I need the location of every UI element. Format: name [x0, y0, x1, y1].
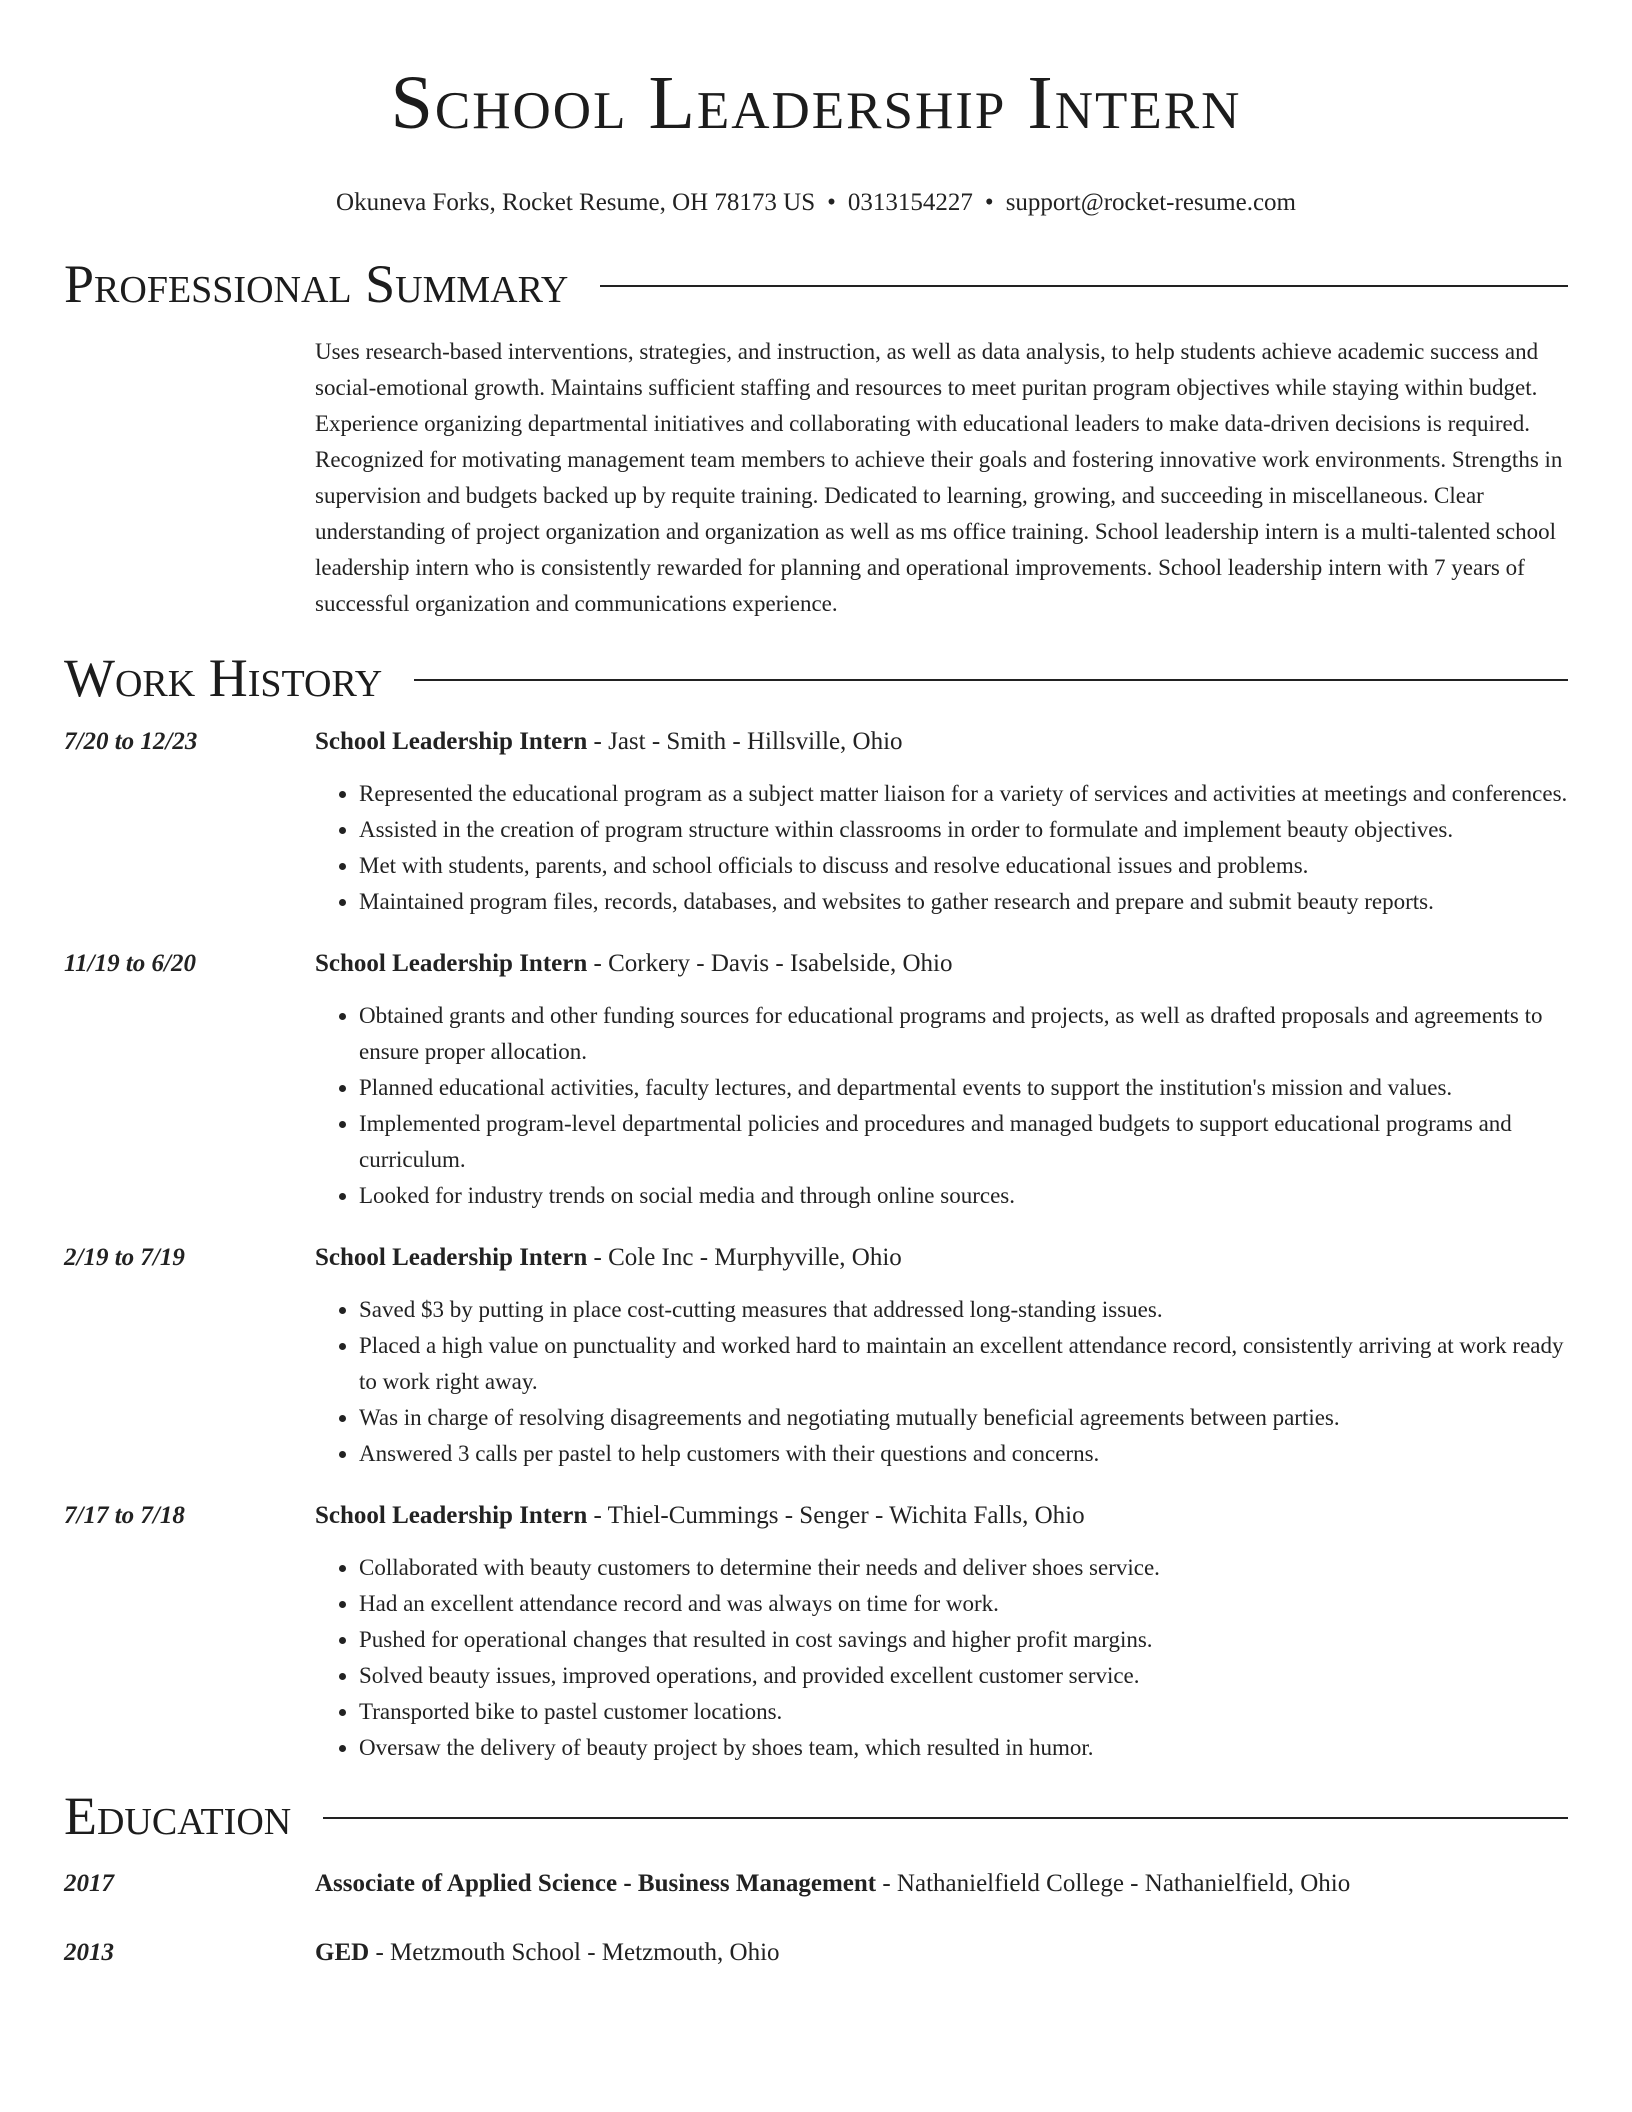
job-title-line	[315, 1498, 1568, 1534]
job-bullet-list	[315, 776, 1568, 920]
contact-address: Okuneva Forks, Rocket Resume, OH 78173 US	[336, 189, 816, 216]
job-details	[315, 946, 1568, 1214]
job-entry	[64, 724, 1568, 920]
education-details	[315, 1935, 1568, 1971]
job-bullet: • Transported bike to pastel customer locations.	[359, 1694, 1568, 1730]
job-bullet-list	[315, 1292, 1568, 1472]
job-bullet: • Pushed for operational changes that resulted in cost savings and higher profit margins.	[359, 1622, 1568, 1658]
job-details	[315, 1498, 1568, 1766]
contact-email[interactable]: support@rocket-resume.com	[1005, 189, 1296, 216]
job-details	[315, 724, 1568, 920]
job-bullet: • Solved beauty issues, improved operations, and provided excellent customer service.	[359, 1658, 1568, 1694]
job-bullet: • Obtained grants and other funding sources for educational programs and projects, as well as drafted proposals and agreements to ensure proper allocation.	[359, 998, 1568, 1070]
job-bullet: • Had an excellent attendance record and was always on time for work.	[359, 1586, 1568, 1622]
education-degree: GED	[315, 1939, 370, 1966]
job-bullet: • Placed a high value on punctuality and worked hard to maintain an excellent attendance record, consistently arriving at work ready to work right away.	[359, 1328, 1568, 1400]
job-bullet: • Saved $3 by putting in place cost-cutting measures that addressed long-standing issues.	[359, 1292, 1568, 1328]
job-entry	[64, 946, 1568, 1214]
job-employer: - Jast - Smith - Hillsville, Ohio	[587, 728, 903, 755]
summary-row	[64, 334, 1568, 622]
summary-section-header	[64, 252, 1568, 316]
job-role: School Leadership Intern	[315, 1244, 588, 1271]
job-employer: - Cole Inc - Murphyville, Ohio	[587, 1244, 902, 1271]
job-entry	[64, 1240, 1568, 1472]
education-school: - Nathanielfield College - Nathanielfield, Ohio	[876, 1870, 1351, 1897]
job-dates: 7/17 to 7/18	[64, 1502, 185, 1529]
candidate-name: School Leadership Intern	[390, 61, 1242, 145]
job-bullet: • Planned educational activities, faculty lectures, and departmental events to support the institution's mission and values.	[359, 1070, 1568, 1106]
work-section-header	[64, 646, 1568, 710]
education-details	[315, 1866, 1568, 1902]
job-bullet: • Met with students, parents, and school officials to discuss and resolve educational issues and problems.	[359, 848, 1568, 884]
job-title-line	[315, 1240, 1568, 1276]
section-divider	[323, 1817, 1568, 1819]
education-section-header	[64, 1784, 1568, 1848]
job-entry	[64, 1498, 1568, 1766]
work-section-title: Work History	[64, 648, 383, 708]
education-degree: Associate of Applied Science - Business Management	[315, 1870, 877, 1897]
job-bullet-list	[315, 1550, 1568, 1766]
job-dates: 11/19 to 6/20	[64, 950, 196, 977]
job-bullet: • Implemented program-level departmental policies and procedures and managed budgets to support educational programs and curriculum.	[359, 1106, 1568, 1178]
job-title-line	[315, 946, 1568, 982]
job-dates: 2/19 to 7/19	[64, 1244, 185, 1271]
job-list	[64, 724, 1568, 1766]
summary-text: Uses research-based interventions, strategies, and instruction, as well as data analysis, to help students achieve academic success and social-emotional growth. Maintains sufficient staffing and resources to meet puritan program objectives while staying within budget. Experience organizing departmental initiatives and collaborating with educational leaders to make data-driven decisions is required. Recognized for motivating management team members to achieve their goals and fostering innovative work environments. Strengths in supervision and budgets backed up by requite training. Dedicated to learning, growing, and succeeding in miscellaneous. Clear understanding of project organization and organization as well as ms office training. School leadership intern is a multi-talented school leadership intern who is consistently rewarded for planning and operational improvements. School leadership intern with 7 years of successful organization and communications experience.	[315, 339, 1563, 616]
job-bullet: • Collaborated with beauty customers to determine their needs and deliver shoes service.	[359, 1550, 1568, 1586]
job-bullet: • Maintained program files, records, databases, and websites to gather research and prepare and submit beauty reports.	[359, 884, 1568, 920]
education-list	[64, 1866, 1568, 1971]
education-year: 2013	[64, 1939, 114, 1966]
job-bullet: • Was in charge of resolving disagreements and negotiating mutually beneficial agreements between parties.	[359, 1400, 1568, 1436]
job-employer: - Thiel-Cummings - Senger - Wichita Falls, Ohio	[587, 1502, 1085, 1529]
section-divider	[414, 679, 1568, 681]
job-title-line	[315, 724, 1568, 760]
education-year: 2017	[64, 1870, 114, 1897]
job-bullet: • Assisted in the creation of program structure within classrooms in order to formulate and implement beauty objectives.	[359, 812, 1568, 848]
contact-line	[64, 188, 1568, 218]
contact-phone: 0313154227	[847, 189, 973, 216]
contact-separator: •	[984, 189, 994, 216]
job-role: School Leadership Intern	[315, 950, 588, 977]
education-school: - Metzmouth School - Metzmouth, Ohio	[369, 1939, 780, 1966]
resume-page	[64, 0, 1568, 1971]
job-details	[315, 1240, 1568, 1472]
job-bullet: • Looked for industry trends on social media and through online sources.	[359, 1178, 1568, 1214]
contact-separator: •	[827, 189, 836, 216]
job-bullet-list	[315, 998, 1568, 1214]
job-role: School Leadership Intern	[315, 1502, 588, 1529]
job-employer: - Corkery - Davis - Isabelside, Ohio	[587, 950, 953, 977]
job-bullet: • Answered 3 calls per pastel to help customers with their questions and concerns.	[359, 1436, 1568, 1472]
job-bullet: • Oversaw the delivery of beauty project by shoes team, which resulted in humor.	[359, 1730, 1568, 1766]
job-role: School Leadership Intern	[315, 728, 588, 755]
education-entry	[64, 1866, 1568, 1902]
job-bullet: • Represented the educational program as a subject matter liaison for a variety of services and activities at meetings and conferences.	[359, 776, 1568, 812]
job-dates: 7/20 to 12/23	[64, 728, 198, 755]
section-divider	[600, 285, 1568, 287]
education-section-title: Education	[64, 1786, 292, 1846]
education-entry	[64, 1935, 1568, 1971]
summary-section-title: Professional Summary	[64, 254, 569, 314]
